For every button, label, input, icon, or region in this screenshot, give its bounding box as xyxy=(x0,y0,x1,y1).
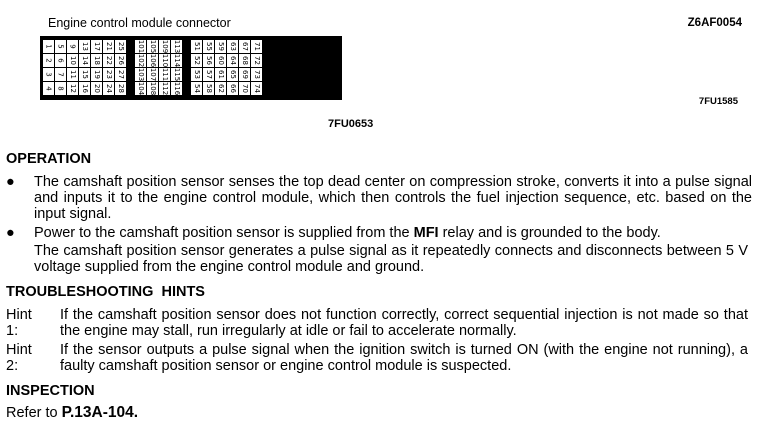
connector-pin-number: 22 xyxy=(104,56,113,65)
connector-pin xyxy=(55,54,66,68)
connector-pin-column xyxy=(135,40,147,96)
connector-pin xyxy=(227,68,238,82)
connector-pin xyxy=(135,68,146,82)
connector-pin xyxy=(79,68,90,82)
connector-pin-number: 65 xyxy=(228,70,237,79)
operation-bullet-2-text-b: relay and is grounded to the body. xyxy=(438,225,661,241)
connector-pin xyxy=(191,40,202,54)
connector-pin-number: 60 xyxy=(216,56,225,65)
connector-pin-number: 64 xyxy=(228,56,237,65)
connector-pin-number: 55 xyxy=(204,42,213,51)
connector-pin-number: 20 xyxy=(92,84,101,93)
connector-pin-number: 6 xyxy=(57,58,65,63)
connector-pin-number: 3 xyxy=(45,72,53,77)
connector-pin-number: 62 xyxy=(216,84,225,93)
connector-diagram xyxy=(40,36,342,100)
connector-pin xyxy=(91,40,102,54)
connector-pin xyxy=(79,40,90,54)
connector-pin-column xyxy=(55,40,67,96)
connector-pin xyxy=(227,40,238,54)
figure-code-top: Z6AF0054 xyxy=(687,17,742,29)
connector-pin-number: 5 xyxy=(57,44,65,49)
connector-pin-column xyxy=(171,40,183,96)
connector-pin xyxy=(91,82,102,96)
connector-pin-number: 54 xyxy=(192,84,201,93)
connector-pin-number: 112 xyxy=(161,82,169,96)
connector-pin-number: 63 xyxy=(228,42,237,51)
connector-pin-number: 61 xyxy=(216,70,225,79)
connector-pin xyxy=(79,54,90,68)
connector-pin xyxy=(43,68,54,82)
connector-pin-number: 27 xyxy=(116,70,125,79)
connector-pin xyxy=(103,40,114,54)
connector-group xyxy=(43,40,127,96)
connector-group xyxy=(191,40,263,96)
connector-pin xyxy=(251,82,262,96)
connector-pin-number: 53 xyxy=(192,70,201,79)
connector-pin-number: 52 xyxy=(192,56,201,65)
hint-1-label: Hint 1: xyxy=(6,307,32,339)
connector-pin xyxy=(203,54,214,68)
connector-pin-number: 111 xyxy=(161,68,169,82)
connector-pin-number: 18 xyxy=(92,56,101,65)
connector-pin-number: 8 xyxy=(57,86,65,91)
connector-pin-number: 116 xyxy=(173,82,181,96)
connector-pin xyxy=(239,82,250,96)
hint-2-text: If the sensor outputs a pulse signal when the ignition switch is turned ON (with the engine not running), a faulty camshaft position sensor or engine control module is suspected. xyxy=(60,342,748,374)
connector-pin-number: 58 xyxy=(204,84,213,93)
connector-pin xyxy=(43,82,54,96)
connector-pin-number: 11 xyxy=(68,70,77,79)
connector-pin xyxy=(215,68,226,82)
connector-pin-column xyxy=(115,40,127,96)
connector-pin xyxy=(55,68,66,82)
connector-pin-number: 115 xyxy=(173,68,181,82)
operation-bullet-2-text xyxy=(34,225,752,241)
connector-pin xyxy=(147,82,158,96)
bullet-icon: ● xyxy=(6,174,15,190)
connector-pin xyxy=(171,40,182,54)
connector-pin-number: 103 xyxy=(137,68,145,82)
connector-pin-column xyxy=(215,40,227,96)
connector-pin-number: 23 xyxy=(104,70,113,79)
connector-pin-number: 51 xyxy=(192,42,201,51)
connector-pin-number: 9 xyxy=(69,44,77,49)
connector-pin-column xyxy=(227,40,239,96)
connector-pin xyxy=(147,40,158,54)
connector-pin xyxy=(251,54,262,68)
connector-pin xyxy=(43,40,54,54)
connector-pin-number: 107 xyxy=(149,68,157,82)
connector-pin xyxy=(239,68,250,82)
connector-pin-number: 102 xyxy=(137,54,145,68)
refer-page-link[interactable]: P.13A-104. xyxy=(61,404,139,421)
connector-pin xyxy=(135,54,146,68)
connector-pin-number: 105 xyxy=(149,40,157,54)
connector-pin xyxy=(227,54,238,68)
connector-pin-column xyxy=(43,40,55,96)
connector-pin-number: 113 xyxy=(173,40,181,54)
connector-pin xyxy=(135,82,146,96)
operation-bullet-2-text-a: Power to the camshaft position sensor is supplied from the xyxy=(34,225,414,241)
connector-pin xyxy=(67,54,78,68)
connector-pin-column xyxy=(103,40,115,96)
connector-pin xyxy=(103,68,114,82)
connector-pin-number: 74 xyxy=(252,84,261,93)
connector-pin-number: 101 xyxy=(137,40,145,54)
connector-pin-column xyxy=(79,40,91,96)
connector-pin xyxy=(103,54,114,68)
operation-heading: OPERATION xyxy=(6,151,92,167)
connector-pin xyxy=(55,40,66,54)
connector-pin xyxy=(251,40,262,54)
connector-pin xyxy=(43,54,54,68)
inspection-heading: INSPECTION xyxy=(6,383,95,399)
connector-pin-number: 10 xyxy=(68,56,77,65)
connector-pin xyxy=(215,40,226,54)
operation-bullet-1-text: The camshaft position sensor senses the top dead center on compression stroke, converts it into a pulse signal and inputs it to the engine control module, which then controls the fuel injection sequence, etc. based on the input signal. xyxy=(34,174,752,222)
connector-pin-column xyxy=(239,40,251,96)
connector-divider xyxy=(183,40,191,96)
connector-pin-number: 15 xyxy=(80,70,89,79)
connector-pin xyxy=(159,40,170,54)
connector-pin-number: 14 xyxy=(80,56,89,65)
connector-pin xyxy=(203,40,214,54)
connector-pin xyxy=(239,54,250,68)
figure-code-right: 7FU1585 xyxy=(698,96,738,107)
connector-pin xyxy=(191,68,202,82)
connector-pin-grid xyxy=(43,40,339,96)
connector-pin-number: 7 xyxy=(57,72,65,77)
connector-pin xyxy=(147,54,158,68)
connector-pin-number: 16 xyxy=(80,84,89,93)
connector-pin-number: 66 xyxy=(228,84,237,93)
connector-pin xyxy=(215,54,226,68)
connector-pin-number: 56 xyxy=(204,56,213,65)
connector-pin-number: 17 xyxy=(92,42,101,51)
connector-pin xyxy=(67,82,78,96)
connector-pin-number: 108 xyxy=(149,82,157,96)
connector-pin xyxy=(251,68,262,82)
connector-pin-number: 13 xyxy=(80,42,89,51)
connector-pin xyxy=(115,82,126,96)
connector-pin-column xyxy=(159,40,171,96)
connector-pin-column xyxy=(251,40,263,96)
connector-pin xyxy=(55,82,66,96)
connector-pin xyxy=(135,40,146,54)
refer-prefix: Refer to xyxy=(6,405,62,421)
inspection-reference xyxy=(6,405,754,421)
connector-pin xyxy=(67,68,78,82)
connector-pin-number: 1 xyxy=(45,44,53,49)
connector-pin-number: 25 xyxy=(116,42,125,51)
connector-pin-number: 72 xyxy=(252,56,261,65)
connector-pin-number: 106 xyxy=(149,54,157,68)
connector-pin-number: 57 xyxy=(204,70,213,79)
connector-pin xyxy=(191,82,202,96)
connector-pin xyxy=(171,54,182,68)
figure-code-bottom: 7FU0653 xyxy=(328,118,374,130)
connector-pin-number: 2 xyxy=(45,58,53,63)
connector-pin-number: 70 xyxy=(240,84,249,93)
connector-pin-number: 68 xyxy=(240,56,249,65)
connector-pin xyxy=(227,82,238,96)
connector-pin xyxy=(79,82,90,96)
operation-paragraph: The camshaft position sensor generates a pulse signal as it repeatedly connects and disconnects between 5 V voltage supplied from the engine control module and ground. xyxy=(34,243,748,275)
connector-pin-number: 67 xyxy=(240,42,249,51)
connector-pin xyxy=(171,68,182,82)
hint-1-text: If the camshaft position sensor does not function correctly, correct sequential injection is not made so that the engine may stall, run irregularly at idle or fail to accelerate normally. xyxy=(60,307,748,339)
connector-pin-number: 21 xyxy=(104,42,113,51)
connector-pin xyxy=(215,82,226,96)
connector-pin-number: 71 xyxy=(252,42,261,51)
connector-pin xyxy=(239,40,250,54)
connector-pin-column xyxy=(191,40,203,96)
connector-pin xyxy=(91,68,102,82)
connector-pin xyxy=(159,68,170,82)
figure-caption: Engine control module connector xyxy=(48,16,231,30)
connector-pin-column xyxy=(147,40,159,96)
connector-divider xyxy=(127,40,135,96)
connector-pin-number: 24 xyxy=(104,84,113,93)
connector-pin-number: 19 xyxy=(92,70,101,79)
connector-pin-number: 110 xyxy=(161,54,169,68)
connector-pin-number: 114 xyxy=(173,54,181,68)
connector-pin xyxy=(203,68,214,82)
connector-pin xyxy=(203,82,214,96)
connector-pin-number: 59 xyxy=(216,42,225,51)
connector-pin xyxy=(191,54,202,68)
connector-group xyxy=(135,40,183,96)
connector-pin-number: 4 xyxy=(45,86,53,91)
connector-pin xyxy=(103,82,114,96)
connector-pin-column xyxy=(203,40,215,96)
connector-pin xyxy=(67,40,78,54)
connector-pin-column xyxy=(67,40,79,96)
bullet-icon: ● xyxy=(6,225,15,241)
connector-pin-number: 28 xyxy=(116,84,125,93)
connector-pin-number: 109 xyxy=(161,40,169,54)
troubleshooting-heading: TROUBLESHOOTING HINTS xyxy=(6,284,205,300)
connector-pin xyxy=(159,54,170,68)
connector-pin xyxy=(115,54,126,68)
connector-pin xyxy=(171,82,182,96)
connector-pin-number: 26 xyxy=(116,56,125,65)
connector-pin xyxy=(115,40,126,54)
connector-pin xyxy=(147,68,158,82)
connector-pin-number: 73 xyxy=(252,70,261,79)
connector-pin xyxy=(91,54,102,68)
connector-pin-column xyxy=(91,40,103,96)
connector-pin-number: 69 xyxy=(240,70,249,79)
connector-pin xyxy=(115,68,126,82)
connector-pin-number: 104 xyxy=(137,82,145,96)
connector-pin xyxy=(159,82,170,96)
connector-pin-number: 12 xyxy=(68,84,77,93)
hint-2-label: Hint 2: xyxy=(6,342,32,374)
mfi-relay-label: MFI xyxy=(413,225,439,241)
